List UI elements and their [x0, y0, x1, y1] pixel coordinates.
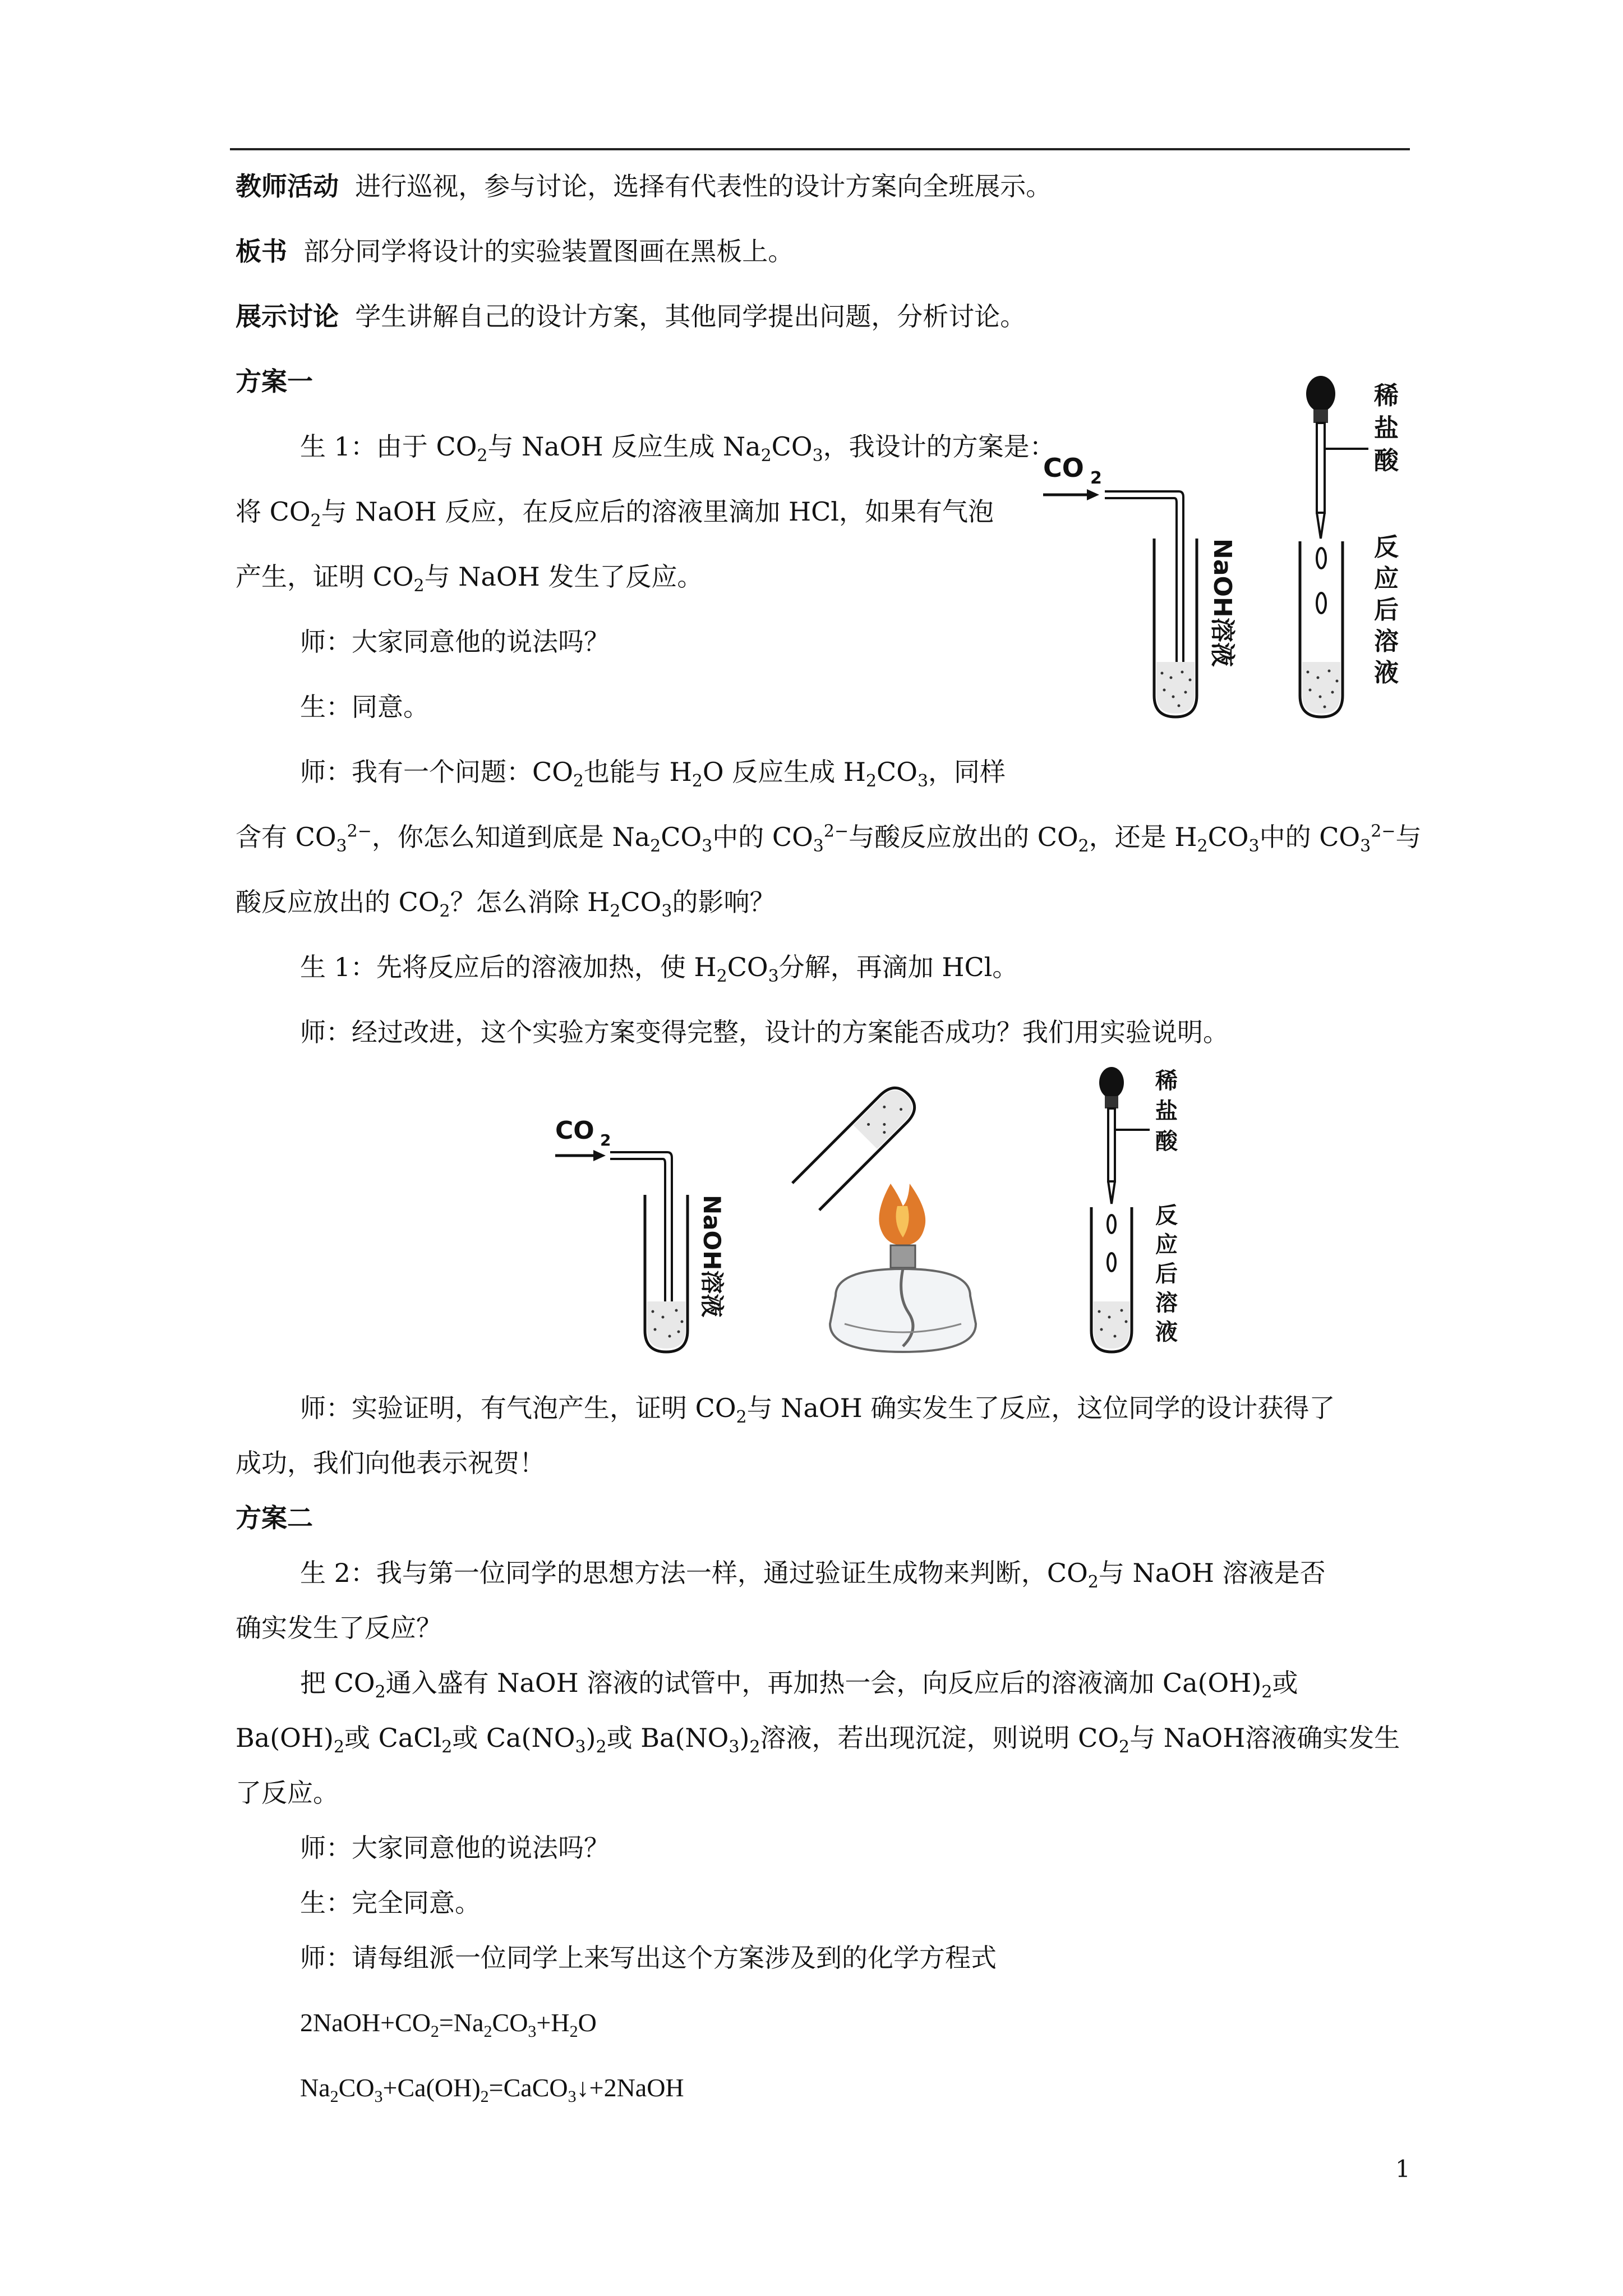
- label-blackboard: 板书: [236, 236, 287, 266]
- fig2-alcohol-burner-icon: [830, 1184, 976, 1352]
- teacher-question2-line1: 师：我有一个问题：$CO_2$也能与 $H_2O$ 反应生成 $H_2CO_3$，同样: [300, 757, 1006, 792]
- equation-1: $2NaOH+CO_2=Na_2CO_3+H_2O$: [300, 2008, 597, 2041]
- fig2-after-label: 反应后溶液: [1155, 1203, 1178, 1345]
- student2-line5: 了反应。: [236, 1778, 339, 1808]
- figure-2-apparatus: [544, 1060, 1239, 1374]
- fig2-dropper-icon: [1099, 1067, 1124, 1204]
- text-blackboard: 部分同学将设计的实验装置图画在黑板上。: [303, 236, 794, 266]
- fig2-test-tube-after-icon: [1091, 1207, 1132, 1352]
- fig2-naoh-label: NaOH溶液: [698, 1195, 726, 1318]
- fig1-after-label: 反应后溶液: [1374, 533, 1399, 687]
- student2-line3: 把 $CO_2$通入盛有 NaOH 溶液的试管中，再加热一会，向反应后的溶液滴加 $Ca(OH)_2$或: [300, 1668, 1298, 1703]
- teacher-question2-line2: 含有 $CO_3^{2-}$，你怎么知道到底是 $Na_2CO_3$中的 $CO_3^{2-}$与酸反应放出的 $CO_2$，还是 $H_2CO_3$中的 $CO_3^{2-}$与: [236, 821, 1422, 857]
- svg-text:2: 2: [1090, 468, 1102, 488]
- student-agree2: 生：完全同意。: [300, 1888, 481, 1918]
- student2-line4: $Ba(OH)_2$或 CaCl$_2$或 $Ca(NO_3)_2$或 $Ba(NO_3)_2$溶液，若出现沉淀，则说明 $CO_2$与 NaOH溶液确实发生: [236, 1723, 1400, 1757]
- svg-text:2: 2: [600, 1131, 611, 1149]
- fig2-acid-label: 稀盐酸: [1155, 1068, 1178, 1154]
- fig1-acid-label: 稀盐酸: [1374, 381, 1399, 475]
- page-number: 1: [1395, 2155, 1410, 2183]
- teacher-question2-line3: 酸反应放出的 $CO_2$？怎么消除 $H_2CO_3$的影响？: [236, 887, 776, 922]
- student1-line3: 产生，证明 $CO_2$与 NaOH 发生了反应。: [236, 562, 703, 596]
- fig2-co2-label: CO: [555, 1116, 594, 1145]
- blackboard-line: [236, 234, 794, 268]
- fig1-arrow-icon: [1043, 489, 1099, 500]
- discussion-line: [236, 300, 1026, 333]
- student2-line2: 确实发生了反应？: [236, 1613, 442, 1643]
- teacher-equations-prompt: 师：请每组派一位同学上来写出这个方案涉及到的化学方程式: [300, 1943, 997, 1973]
- header-rule: [230, 148, 1410, 150]
- equation-2: $Na_2CO_3+Ca(OH)_2=CaCO_3↓+2NaOH$: [300, 2073, 684, 2106]
- fig1-test-tube-after-icon: [1300, 541, 1343, 717]
- fig2-heated-tube-icon: [792, 1081, 922, 1211]
- fig1-co2-label: CO: [1043, 453, 1084, 483]
- plan-one-heading: 方案一: [236, 366, 313, 397]
- label-discussion: 展示讨论: [236, 301, 339, 332]
- teacher-question3: 师：大家同意他的说法吗？: [300, 1833, 610, 1863]
- plan-two-heading: 方案二: [236, 1503, 313, 1533]
- label-teacher-activity: 教师活动: [236, 171, 339, 201]
- teacher-activity-line: [236, 169, 1052, 203]
- teacher-question1: 师：大家同意他的说法吗？: [300, 627, 610, 657]
- text-discussion: 学生讲解自己的设计方案，其他同学提出问题，分析讨论。: [355, 301, 1026, 332]
- fig1-naoh-label: NaOH溶液: [1208, 539, 1237, 667]
- teacher-improve: 师：经过改进，这个实验方案变得完整，设计的方案能否成功？我们用实验说明。: [300, 1017, 1229, 1047]
- text-teacher-activity: 进行巡视，参与讨论，选择有代表性的设计方案向全班展示。: [355, 171, 1052, 201]
- teacher-conclusion-line2: 成功，我们向他表示祝贺！: [236, 1448, 545, 1478]
- student2-line1: 生 2：我与第一位同学的思想方法一样，通过验证生成物来判断，$CO_2$与 NaOH 溶液是否: [300, 1558, 1326, 1593]
- fig2-arrow-icon: [555, 1150, 606, 1161]
- student-agree1: 生：同意。: [300, 692, 429, 722]
- student1-line2: 将 $CO_2$与 NaOH 反应，在反应后的溶液里滴加 HCl，如果有气泡: [236, 496, 994, 531]
- figure-1-apparatus: [1032, 370, 1424, 729]
- student1-improve: 生 1：先将反应后的溶液加热，使 $H_2CO_3$分解，再滴加 HCl。: [300, 952, 1018, 987]
- teacher-conclusion-line1: 师：实验证明，有气泡产生，证明 $CO_2$与 NaOH 确实发生了反应，这位同学的设计获得了: [300, 1393, 1335, 1428]
- student1-line1: 生 1：由于 $CO_2$与 NaOH 反应生成 $Na_2CO_3$，我设计的方案是：: [300, 431, 1055, 466]
- fig1-dropper-icon: [1306, 376, 1335, 539]
